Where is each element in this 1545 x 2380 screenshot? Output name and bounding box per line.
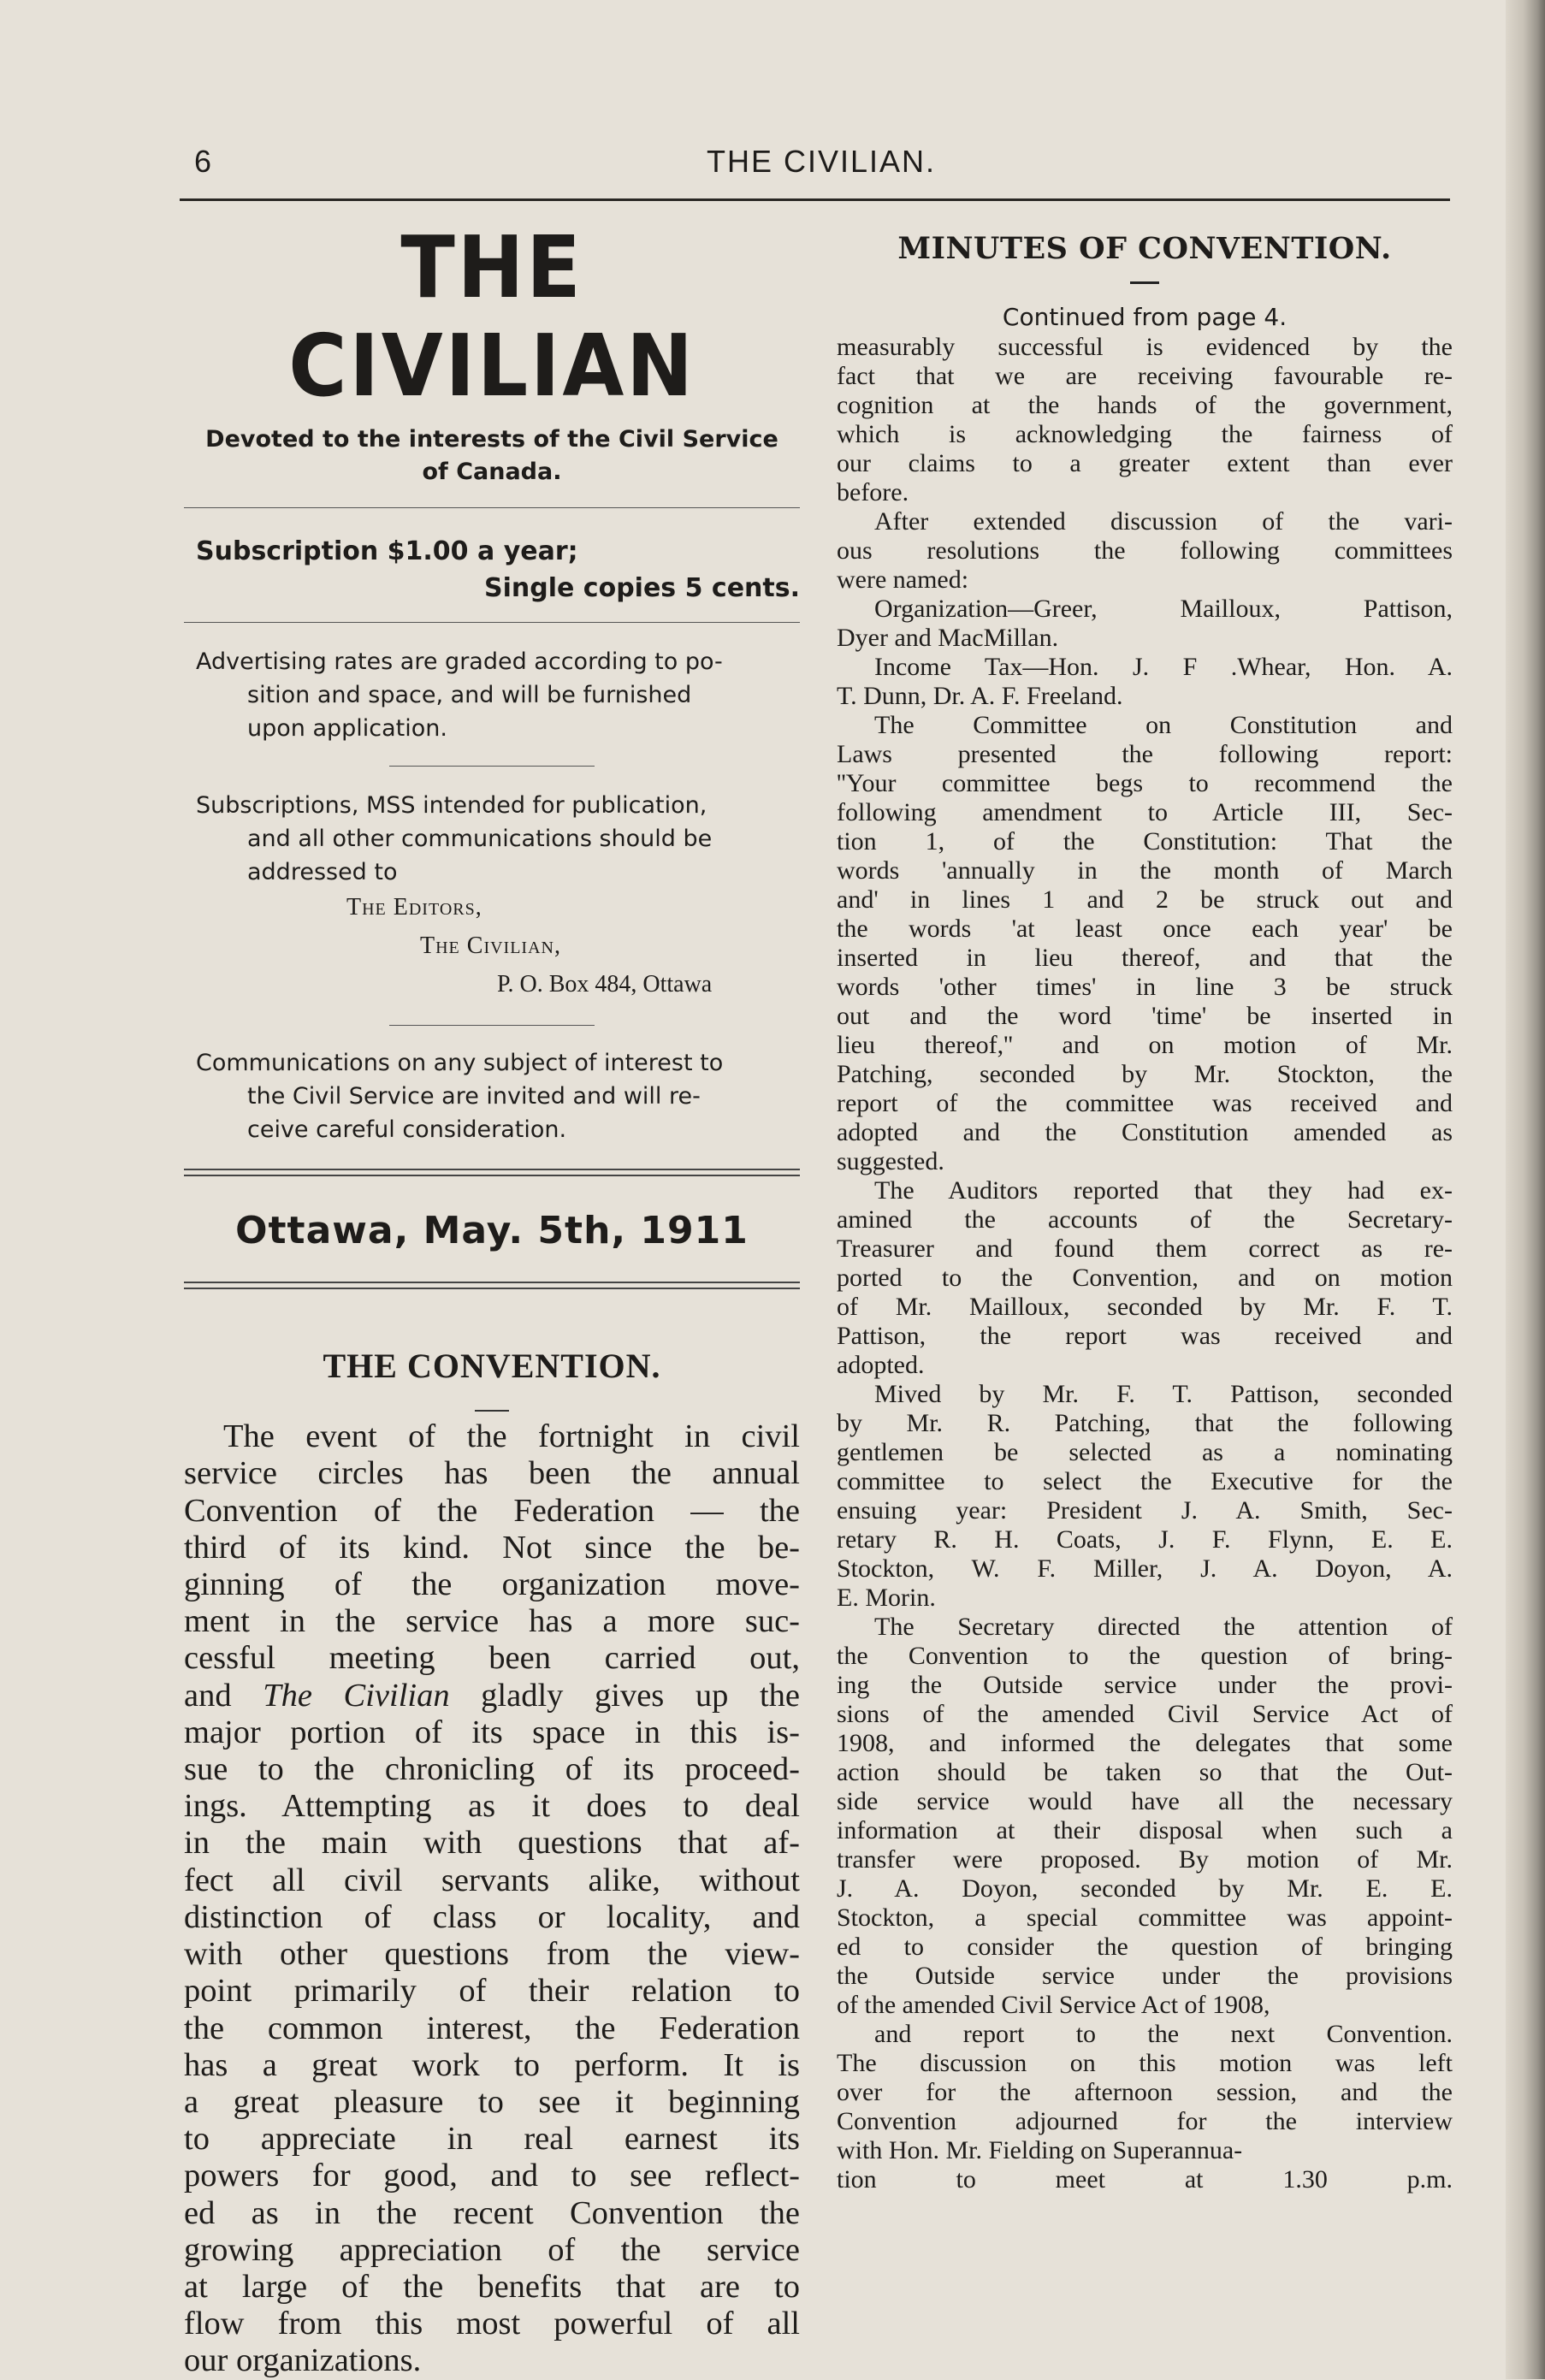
minutes-line: The Committee on Constitution and [874, 711, 1453, 739]
minutes-line: Convention adjourned for the interview [837, 2107, 1453, 2135]
advertising-line: sition and space, and will be furnished [247, 681, 692, 708]
minutes-line: Treasurer and found them correct as re- [837, 1234, 1453, 1263]
article-line: to appreciate in real earnest its [184, 2121, 800, 2158]
minutes-line: J. A. Doyon, seconded by Mr. E. E. [837, 1874, 1453, 1903]
address-line: The Editors, [346, 894, 482, 921]
article-line: in the main with questions that af- [184, 1825, 800, 1862]
minutes-article [837, 333, 1453, 2194]
publication-name: The Civilian [263, 1677, 450, 1714]
minutes-title: MINUTES OF CONVENTION. [897, 231, 1392, 266]
minutes-line: side service would have all the necessary [837, 1787, 1453, 1815]
minutes-line: The discussion on this motion was left [837, 2049, 1453, 2077]
minutes-line: cognition at the hands of the government, [837, 391, 1453, 419]
short-divider [389, 766, 595, 767]
minutes-line: ous resolutions the following committees [837, 536, 1453, 565]
article-line: cessful meeting been carried out, [184, 1640, 800, 1677]
article-line: sue to the chronicling of its proceed- [184, 1751, 800, 1788]
page-number: 6 [194, 144, 212, 179]
minutes-line: Patching, seconded by Mr. Stockton, the [837, 1060, 1453, 1088]
article-line: at large of the benefits that are to [184, 2268, 800, 2305]
article-line: has a great work to perform. It is [184, 2046, 800, 2083]
minutes-line: our claims to a greater extent than ever [837, 449, 1453, 477]
editors-address [196, 889, 800, 1004]
communications-note [196, 1046, 800, 1146]
minutes-line: Dyer and MacMillan. [837, 624, 1059, 652]
minutes-line: adopted and the Constitution amended as [837, 1118, 1453, 1146]
minutes-line: by Mr. R. Patching, that the following [837, 1409, 1453, 1437]
minutes-line: inserted in lieu thereof, and that the [837, 944, 1453, 972]
article-line: ed as in the recent Convention the [184, 2194, 800, 2231]
communications-line: Communications on any subject of interest to [196, 1049, 724, 1076]
minutes-line: out and the word 'time' be inserted in [837, 1002, 1453, 1030]
minutes-line: the Outside service under the provisions [837, 1962, 1453, 1990]
continued-note: Continued from page 4. [1002, 303, 1288, 331]
minutes-line: T. Dunn, Dr. A. F. Freeland. [837, 682, 1123, 710]
divider [184, 622, 800, 623]
minutes-line: words 'other times' in line 3 be struck [837, 973, 1453, 1001]
subscriptions-line: addressed to [247, 859, 398, 886]
article-line: service circles has been the annual [184, 1455, 800, 1492]
tagline-line: Devoted to the interests of the Civil Service [205, 426, 778, 453]
article-line: ginning of the organization move- [184, 1566, 800, 1603]
minutes-line: the words 'at least once each year' be [837, 915, 1453, 943]
minutes-line: and' in lines 1 and 2 be struck out and [837, 885, 1453, 914]
running-title: THE CIVILIAN. [706, 144, 937, 179]
minutes-line: After extended discussion of the vari- [874, 507, 1453, 536]
minutes-line: over for the afternoon session, and the [837, 2078, 1453, 2106]
minutes-line: lieu thereof,'' and on motion of Mr. [837, 1031, 1453, 1059]
minutes-line: amined the accounts of the Secretary- [837, 1205, 1453, 1234]
minutes-line: The Secretary directed the attention of [874, 1613, 1453, 1641]
article-line: ment in the service has a more suc- [184, 1603, 800, 1640]
article-line: distinction of class or locality, and [184, 1898, 800, 1935]
convention-article [184, 1418, 800, 2379]
minutes-line: words 'annually in the month of March [837, 856, 1453, 885]
article-line: powers for good, and to see reflect- [184, 2158, 800, 2194]
minutes-line: ''Your committee begs to recommend the [837, 769, 1453, 797]
minutes-line: Pattison, the report was received and [837, 1322, 1453, 1350]
minutes-line: retary R. H. Coats, J. F. Flynn, E. E. [837, 1525, 1453, 1554]
minutes-line: and report to the next Convention. [874, 2020, 1453, 2048]
minutes-line: which is acknowledging the fairness of [837, 420, 1453, 448]
article-line: the common interest, the Federation [184, 2010, 800, 2046]
advertising-note [196, 645, 800, 745]
article-line: a great pleasure to see it beginning [184, 2083, 800, 2120]
article-line: our organizations. [184, 2342, 422, 2379]
minutes-line: the Convention to the question of bring- [837, 1642, 1453, 1670]
minutes-line: gentlemen be selected as a nominating [837, 1438, 1453, 1466]
minutes-line: with Hon. Mr. Fielding on Superannua- [837, 2136, 1243, 2164]
minutes-line: ing the Outside service under the provi- [837, 1671, 1453, 1699]
subscription-price: Subscription $1.00 a year; [196, 536, 578, 566]
left-column [184, 218, 800, 2380]
minutes-line: tion 1, of the Constitution: That the [837, 827, 1453, 855]
title-dash [475, 1410, 509, 1412]
masthead-tagline [184, 423, 800, 488]
minutes-line: The Auditors reported that they had ex- [874, 1176, 1453, 1205]
minutes-line: fact that we are receiving favourable re- [837, 362, 1453, 390]
advertising-line: Advertising rates are graded according to po- [196, 648, 723, 675]
convention-title: THE CONVENTION. [323, 1347, 661, 1386]
page-header [192, 144, 1450, 186]
article-line: growing appreciation of the service [184, 2231, 800, 2268]
minutes-line: sions of the amended Civil Service Act of [837, 1700, 1453, 1728]
article-line: point primarily of their relation to [184, 1973, 800, 2010]
subscriptions-note [196, 789, 800, 1004]
minutes-line: ensuing year: President J. A. Smith, Sec- [837, 1496, 1453, 1525]
minutes-line: Laws presented the following report: [837, 740, 1453, 768]
minutes-line: were named: [837, 565, 969, 594]
dateline: Ottawa, May. 5th, 1911 [235, 1209, 749, 1253]
minutes-line: E. Morin. [837, 1584, 936, 1612]
address-line: P. O. Box 484, Ottawa [497, 971, 713, 998]
address-line: The Civilian, [420, 932, 561, 960]
article-line: The event of the fortnight in civil [223, 1418, 800, 1455]
article-line: Convention of the Federation — the [184, 1492, 800, 1529]
masthead-title: THE CIVILIAN [288, 217, 696, 416]
double-divider [184, 1282, 800, 1289]
minutes-line: measurably successful is evidenced by the [837, 333, 1453, 361]
article-line: fect all civil servants alike, without [184, 1862, 800, 1898]
minutes-line: adopted. [837, 1351, 925, 1379]
minutes-line: ported to the Convention, and on motion [837, 1264, 1453, 1292]
subscriptions-line: and all other communications should be [247, 826, 713, 853]
minutes-line: following amendment to Article III, Sec- [837, 798, 1453, 826]
article-line: major portion of its space in this is- [184, 1714, 800, 1750]
minutes-line: of Mr. Mailloux, seconded by Mr. F. T. [837, 1293, 1453, 1321]
article-line: ings. Attempting as it does to deal [184, 1788, 800, 1825]
header-rule [180, 198, 1450, 201]
article-line: flow from this most powerful of all [184, 2306, 800, 2342]
minutes-line: Organization—Greer, Mailloux, Pattison, [874, 595, 1453, 623]
subscriptions-line: Subscriptions, MSS intended for publication, [196, 792, 707, 820]
tagline-line: of Canada. [422, 458, 562, 485]
page-spine-shadow [1506, 0, 1545, 2379]
minutes-line: Stockton, a special committee was appoint- [837, 1903, 1453, 1932]
right-column [837, 231, 1453, 2194]
minutes-line: information at their disposal when such a [837, 1816, 1453, 1844]
minutes-line: suggested. [837, 1147, 944, 1175]
title-dash [1130, 281, 1159, 284]
minutes-line: Income Tax—Hon. J. F .Whear, Hon. A. [874, 653, 1453, 681]
communications-line: the Civil Service are invited and will re- [247, 1082, 701, 1110]
short-divider [389, 1025, 595, 1026]
minutes-line: transfer were proposed. By motion of Mr. [837, 1845, 1453, 1874]
minutes-line: 1908, and informed the delegates that some [837, 1729, 1453, 1757]
advertising-line: upon application. [247, 714, 447, 742]
minutes-line: action should be taken so that the Out- [837, 1758, 1453, 1786]
minutes-line: committee to select the Executive for the [837, 1467, 1453, 1495]
single-copy-price: Single copies 5 cents. [484, 572, 800, 603]
communications-line: ceive careful consideration. [247, 1116, 567, 1144]
minutes-line: of the amended Civil Service Act of 1908, [837, 1991, 1270, 2019]
double-divider [184, 1169, 800, 1176]
divider [184, 507, 800, 508]
article-line: third of its kind. Not since the be- [184, 1529, 800, 1566]
minutes-line: Stockton, W. F. Miller, J. A. Doyon, A. [837, 1554, 1453, 1583]
article-line: and The Civilian gladly gives up the [184, 1677, 800, 1714]
minutes-line: report of the committee was received and [837, 1089, 1453, 1117]
minutes-line: before. [837, 478, 909, 506]
minutes-line: tion to meet at 1.30 p.m. [837, 2165, 1453, 2194]
article-line: with other questions from the view- [184, 1936, 800, 1973]
minutes-line: Mived by Mr. F. T. Pattison, seconded [874, 1380, 1453, 1408]
minutes-line: ed to consider the question of bringing [837, 1933, 1453, 1961]
